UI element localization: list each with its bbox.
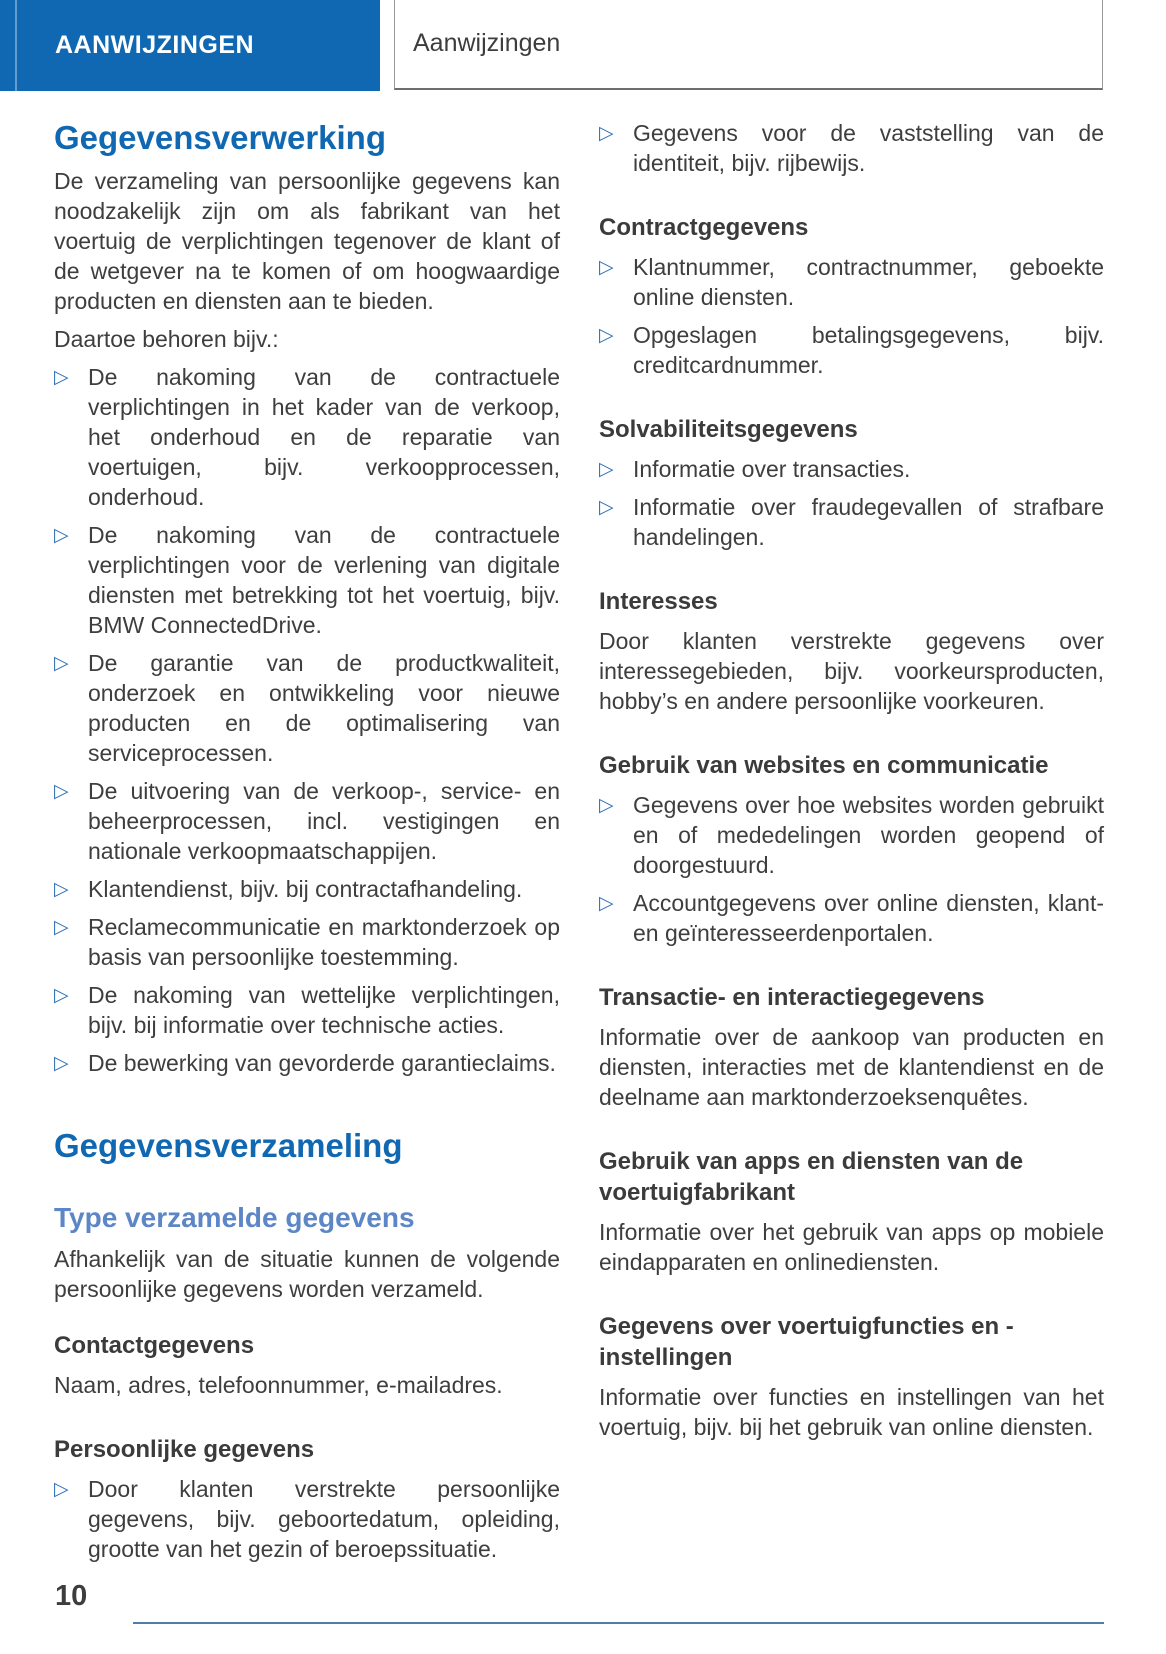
subheading-type-verzamelde-gegevens: Type verzamelde gegevens [54, 1202, 415, 1233]
list-item [54, 648, 560, 768]
bullet-text: Gegevens over hoe websites worden gebruikt en of mededelingen worden geopend of doorgestuurd. [633, 792, 1104, 878]
bullet-triangle-icon: ▷ [54, 780, 69, 802]
bullet-text: Informatie over fraudegevallen of strafbare handelingen. [633, 494, 1104, 550]
bullet-text: Door klanten verstrekte persoonlijke gegevens, bijv. geboortedatum, opleiding, grootte van het gezin of beroepssituatie. [88, 1476, 560, 1562]
bullet-text: De nakoming van wettelijke verplichtingen, bijv. bij informatie over technische acties. [88, 982, 560, 1038]
bullet-text: Opgeslagen betalingsgegevens, bijv. creditcardnummer. [633, 322, 1104, 378]
heading-persoonlijke-gegevens: Persoonlijke gegevens [54, 1436, 315, 1463]
bullet-text: Reclamecommunicatie en marktonderzoek op basis van persoonlijke toestemming. [88, 914, 560, 970]
bullet-list-personal [54, 1474, 560, 1564]
bullet-list-processing [54, 362, 560, 1078]
heading-gegevensverzameling: Gegevensverzameling [54, 1127, 403, 1164]
bullet-text: De nakoming van de contractuele verplichtingen in het kader van de verkoop, het onderhoud en de reparatie van voertuigen, bijv. verkoopprocessen, onderhoud. [88, 364, 560, 510]
bullet-text: Klantendienst, bijv. bij contractafhandeling. [88, 876, 523, 902]
heading-gebruik-apps: Gebruik van apps en diensten van de voertuigfabrikant [599, 1148, 1024, 1206]
bullet-triangle-icon: ▷ [599, 256, 614, 278]
list-item [54, 1048, 560, 1078]
heading-interesses: Interesses [599, 588, 718, 615]
bullet-triangle-icon: ▷ [54, 984, 69, 1006]
paragraph-intro-lead: Daartoe behoren bijv.: [54, 326, 279, 352]
list-item [599, 888, 1104, 948]
header-tab-edge-line [15, 0, 17, 91]
list-item [54, 874, 560, 904]
list-item [54, 1474, 560, 1564]
bullet-text: De uitvoering van de verkoop-, service- en beheerprocessen, incl. vestigingen en nationale verkoopmaatschappijen. [88, 778, 560, 864]
heading-contactgegevens: Contactgegevens [54, 1332, 255, 1359]
bullet-triangle-icon: ▷ [54, 366, 69, 388]
bullet-triangle-icon: ▷ [54, 878, 69, 900]
column-right [599, 118, 1104, 1572]
list-item [599, 454, 1104, 484]
list-item [599, 790, 1104, 880]
bullet-triangle-icon: ▷ [54, 524, 69, 546]
list-item [54, 362, 560, 512]
bullet-list-websites [599, 790, 1104, 948]
paragraph-transactie: Informatie over de aankoop van producten en diensten, interacties met de klantendienst en de deelname aan marktonderzoeksenquêtes. [599, 1024, 1104, 1110]
paragraph-voertuigfuncties: Informatie over functies en instellingen van het voertuig, bijv. bij het gebruik van online diensten. [599, 1384, 1104, 1440]
bullet-text: Accountgegevens over online diensten, klant- en geïnteresseerdenportalen. [633, 890, 1104, 946]
list-item [599, 118, 1104, 178]
list-item [54, 520, 560, 640]
paragraph-intro: De verzameling van persoonlijke gegevens kan noodzakelijk zijn om als fabrikant van het voertuig de verplichtingen tegenover de klant of de wetgever na te komen of om hoogwaardige producten en diensten aan te bieden. [54, 168, 560, 314]
bullet-list-identity [599, 118, 1104, 178]
bullet-triangle-icon: ▷ [599, 794, 614, 816]
heading-transactie-interactie: Transactie- en interactiegegevens [599, 984, 985, 1011]
bullet-triangle-icon: ▷ [599, 122, 614, 144]
bullet-text: De nakoming van de contractuele verplichtingen voor de verlening van digitale diensten met betrekking tot het voertuig, bijv. BMW ConnectedDrive. [88, 522, 560, 638]
bullet-triangle-icon: ▷ [54, 1052, 69, 1074]
bullet-text: De bewerking van gevorderde garantieclaims. [88, 1050, 556, 1076]
footer-rule [133, 1622, 1104, 1624]
page-title: Aanwijzingen [413, 29, 561, 57]
paragraph-contact: Naam, adres, telefoonnummer, e-mailadres. [54, 1372, 503, 1398]
list-item [599, 252, 1104, 312]
list-item [599, 492, 1104, 552]
header-tab-label: AANWIJZINGEN [55, 31, 255, 59]
column-left [54, 118, 560, 1572]
list-item [54, 912, 560, 972]
paragraph-interesses: Door klanten verstrekte gegevens over interessegebieden, bijv. voorkeursproducten, hobby’s en andere persoonlijke voorkeuren. [599, 628, 1104, 714]
bullet-triangle-icon: ▷ [599, 324, 614, 346]
bullet-triangle-icon: ▷ [54, 652, 69, 674]
bullet-triangle-icon: ▷ [599, 458, 614, 480]
bullet-triangle-icon: ▷ [54, 916, 69, 938]
list-item [54, 776, 560, 866]
bullet-triangle-icon: ▷ [599, 496, 614, 518]
list-item [54, 980, 560, 1040]
bullet-triangle-icon: ▷ [54, 1478, 69, 1500]
bullet-text: Klantnummer, contractnummer, geboekte online diensten. [633, 254, 1104, 310]
bullet-text: Informatie over transacties. [633, 456, 911, 482]
heading-gebruik-websites: Gebruik van websites en communicatie [599, 752, 1049, 779]
page-content [54, 118, 1104, 1572]
paragraph-apps: Informatie over het gebruik van apps op mobiele eindapparaten en onlinediensten. [599, 1219, 1104, 1275]
header-title-box [394, 0, 1103, 90]
bullet-triangle-icon: ▷ [599, 892, 614, 914]
heading-voertuigfuncties: Gegevens over voertuigfuncties en -instellingen [599, 1313, 1014, 1371]
bullet-text: De garantie van de productkwaliteit, onderzoek en ontwikkeling voor nieuwe producten en de optimalisering van serviceprocessen. [88, 650, 560, 766]
bullet-text: Gegevens voor de vaststelling van de identiteit, bijv. rijbewijs. [633, 120, 1104, 176]
heading-solvabiliteitsgegevens: Solvabiliteitsgegevens [599, 416, 858, 443]
heading-contractgegevens: Contractgegevens [599, 214, 809, 241]
page-number: 10 [55, 1580, 88, 1612]
bullet-list-contract [599, 252, 1104, 380]
header-tab [0, 0, 380, 91]
list-item [599, 320, 1104, 380]
heading-gegevensverwerking: Gegevensverwerking [54, 119, 386, 156]
bullet-list-solvency [599, 454, 1104, 552]
paragraph-collect-intro: Afhankelijk van de situatie kunnen de volgende persoonlijke gegevens worden verzameld. [54, 1246, 560, 1302]
